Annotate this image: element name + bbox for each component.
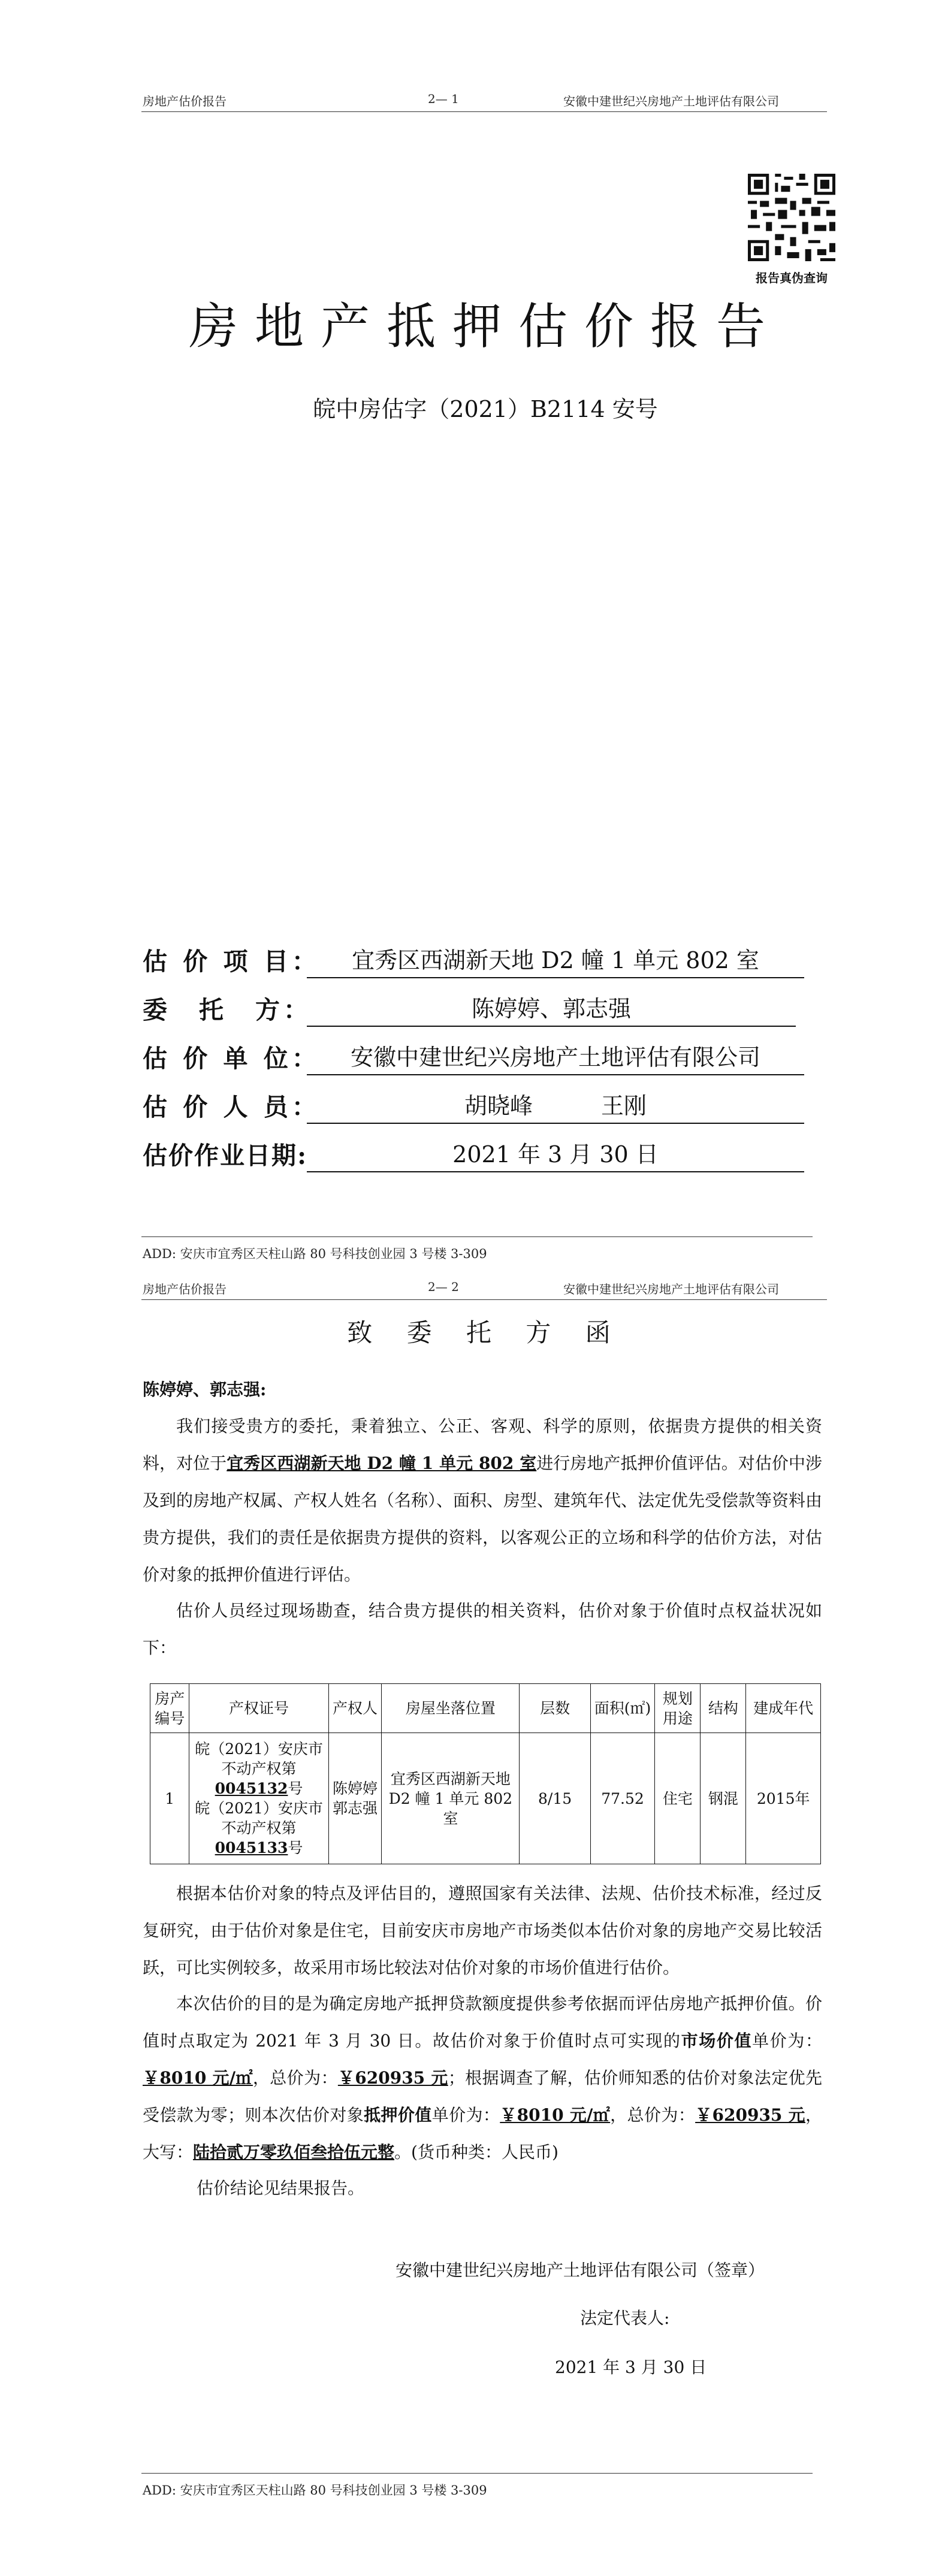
table-cell-owner: 陈婷婷郭志强 bbox=[328, 1733, 382, 1864]
page-header-right: 安徽中建世纪兴房地产土地评估有限公司 bbox=[563, 94, 779, 108]
page-header-left: 房地产估价报告 bbox=[143, 1282, 227, 1296]
table-header-cell: 结构 bbox=[701, 1684, 746, 1733]
report-title: 房地产抵押估价报告 bbox=[188, 298, 782, 355]
report-number: 皖中房估字（2021）B2114 安号 bbox=[313, 396, 658, 422]
table-header-cell: 产权证号 bbox=[189, 1684, 328, 1733]
page-header-right: 安徽中建世纪兴房地产土地评估有限公司 bbox=[563, 1282, 779, 1296]
field-label-client: 委 托 方： bbox=[143, 996, 312, 1024]
field-value-work-date: 2021 年 3 月 30 日 bbox=[307, 1136, 804, 1172]
signature-date: 2021 年 3 月 30 日 bbox=[555, 2357, 707, 2377]
table-header-cell: 层数 bbox=[520, 1684, 590, 1733]
table-cell-certificate: 皖（2021）安庆市不动产权第0045132号 皖（2021）安庆市不动产权第0045133号 bbox=[189, 1733, 328, 1864]
field-value-appraisers: 胡晓峰 王刚 bbox=[307, 1087, 804, 1124]
mortgage-total-uppercase: 陆拾贰万零玖佰叁拾伍元整 bbox=[193, 2142, 395, 2162]
property-info-table bbox=[150, 1683, 821, 1864]
signature-company: 安徽中建世纪兴房地产土地评估有限公司（签章） bbox=[396, 2260, 765, 2280]
letter-paragraph-3: 根据本估价对象的特点及评估目的，遵照国家有关法律、法规、估价技术标准，经过反复研究，由于估价对象是住宅，目前安庆市房地产市场类似本估价对象的房地产交易比较活跃，可比实例较多，故采用市场比较法对估价对象的市场价值进行估价。 bbox=[143, 1883, 822, 1978]
footer-address: ADD: 安庆市宜秀区天柱山路 80 号科技创业园 3 号楼 3-309 bbox=[143, 1247, 487, 1261]
market-total-price: ￥620935 元 bbox=[337, 2068, 448, 2088]
table-row bbox=[150, 1733, 821, 1864]
qr-caption: 报告真伪查询 bbox=[756, 271, 828, 285]
table-header-cell: 房产编号 bbox=[150, 1684, 189, 1733]
page-header-left: 房地产估价报告 bbox=[143, 94, 227, 108]
table-cell-location: 宜秀区西湖新天地 D2 幢 1 单元 802 室 bbox=[382, 1733, 520, 1864]
footer-divider bbox=[141, 1236, 813, 1237]
field-label-project: 估 价 项 目： bbox=[143, 947, 320, 976]
table-cell-area: 77.52 bbox=[590, 1733, 655, 1864]
table-header-row bbox=[150, 1684, 821, 1733]
letter-paragraph-1: 我们接受贵方的委托，秉着独立、公正、客观、科学的原则，依据贵方提供的相关资料，对位于宜秀区西湖新天地 D2 幢 1 单元 802 室进行房地产抵押价值评估。对估价中涉及到的房地产权属、产权人姓名（名称）、面积、房型、建筑年代、法定优先受偿款等资料由贵方提供，我们的责任是依据贵方提供的资料，以客观公正的立场和科学的估价方法，对估价对象的抵押价值进行评估。 bbox=[143, 1416, 823, 1585]
page-header-page-number: 2— 1 bbox=[428, 92, 459, 106]
footer-divider bbox=[141, 2473, 813, 2474]
mortgage-value-label: 抵押价值 bbox=[364, 2105, 432, 2125]
property-location-highlight: 宜秀区西湖新天地 D2 幢 1 单元 802 室 bbox=[227, 1453, 537, 1473]
field-value-project: 宜秀区西湖新天地 D2 幢 1 单元 802 室 bbox=[307, 942, 804, 978]
mortgage-total-price: ￥620935 元 bbox=[695, 2105, 805, 2125]
header-divider bbox=[141, 111, 827, 112]
qr-code-icon[interactable] bbox=[748, 174, 835, 261]
field-value-appraiser-company: 安徽中建世纪兴房地产土地评估有限公司 bbox=[307, 1039, 804, 1075]
table-header-cell: 面积(㎡) bbox=[590, 1684, 655, 1733]
letter-paragraph-2: 估价人员经过现场勘查，结合贵方提供的相关资料，估价对象于价值时点权益状况如下： bbox=[143, 1601, 822, 1658]
header-divider bbox=[141, 1299, 827, 1300]
letter-paragraph-4: 本次估价的目的是为确定房地产抵押贷款额度提供参考依据而评估房地产抵押价值。价值时点取定为 2021 年 3 月 30 日。故估价对象于价值时点可实现的市场价值单价为：￥8010 元/㎡，总价为：￥620935 元；根据调查了解，估价师知悉的估价对象法定优先受偿款为零；则本次估价对象抵押价值单价为：￥8010 元/㎡，总价为：￥620935 元，大写：陆拾贰万零玖佰叁拾伍元整。(货币种类：人民币) bbox=[143, 1994, 822, 2162]
field-value-client: 陈婷婷、郭志强 bbox=[307, 990, 796, 1027]
signature-representative: 法定代表人: bbox=[580, 2308, 670, 2328]
table-cell-floors: 8/15 bbox=[520, 1733, 590, 1864]
table-header-cell: 规划用途 bbox=[655, 1684, 701, 1733]
letter-salutation: 陈婷婷、郭志强: bbox=[143, 1380, 267, 1399]
footer-address: ADD: 安庆市宜秀区天柱山路 80 号科技创业园 3 号楼 3-309 bbox=[143, 2483, 487, 2498]
page-header-page-number: 2— 2 bbox=[428, 1280, 459, 1294]
mortgage-unit-price: ￥8010 元/㎡ bbox=[500, 2105, 611, 2125]
market-value-label: 市场价值 bbox=[681, 2031, 753, 2051]
market-unit-price: ￥8010 元/㎡ bbox=[143, 2068, 253, 2088]
field-label-appraiser-company: 估 价 单 位： bbox=[143, 1044, 320, 1073]
table-header-cell: 产权人 bbox=[328, 1684, 382, 1733]
table-header-cell: 房屋坐落位置 bbox=[382, 1684, 520, 1733]
table-cell-structure: 钢混 bbox=[701, 1733, 746, 1864]
table-cell-use: 住宅 bbox=[655, 1733, 701, 1864]
letter-paragraph-5: 估价结论见结果报告。 bbox=[197, 2178, 365, 2198]
field-label-work-date: 估价作业日期: bbox=[143, 1141, 308, 1170]
table-cell-number: 1 bbox=[150, 1733, 189, 1864]
table-header-cell: 建成年代 bbox=[746, 1684, 821, 1733]
table-cell-year: 2015年 bbox=[746, 1733, 821, 1864]
field-label-appraisers: 估 价 人 员： bbox=[143, 1093, 320, 1121]
letter-title: 致 委 托 方 函 bbox=[347, 1318, 624, 1347]
